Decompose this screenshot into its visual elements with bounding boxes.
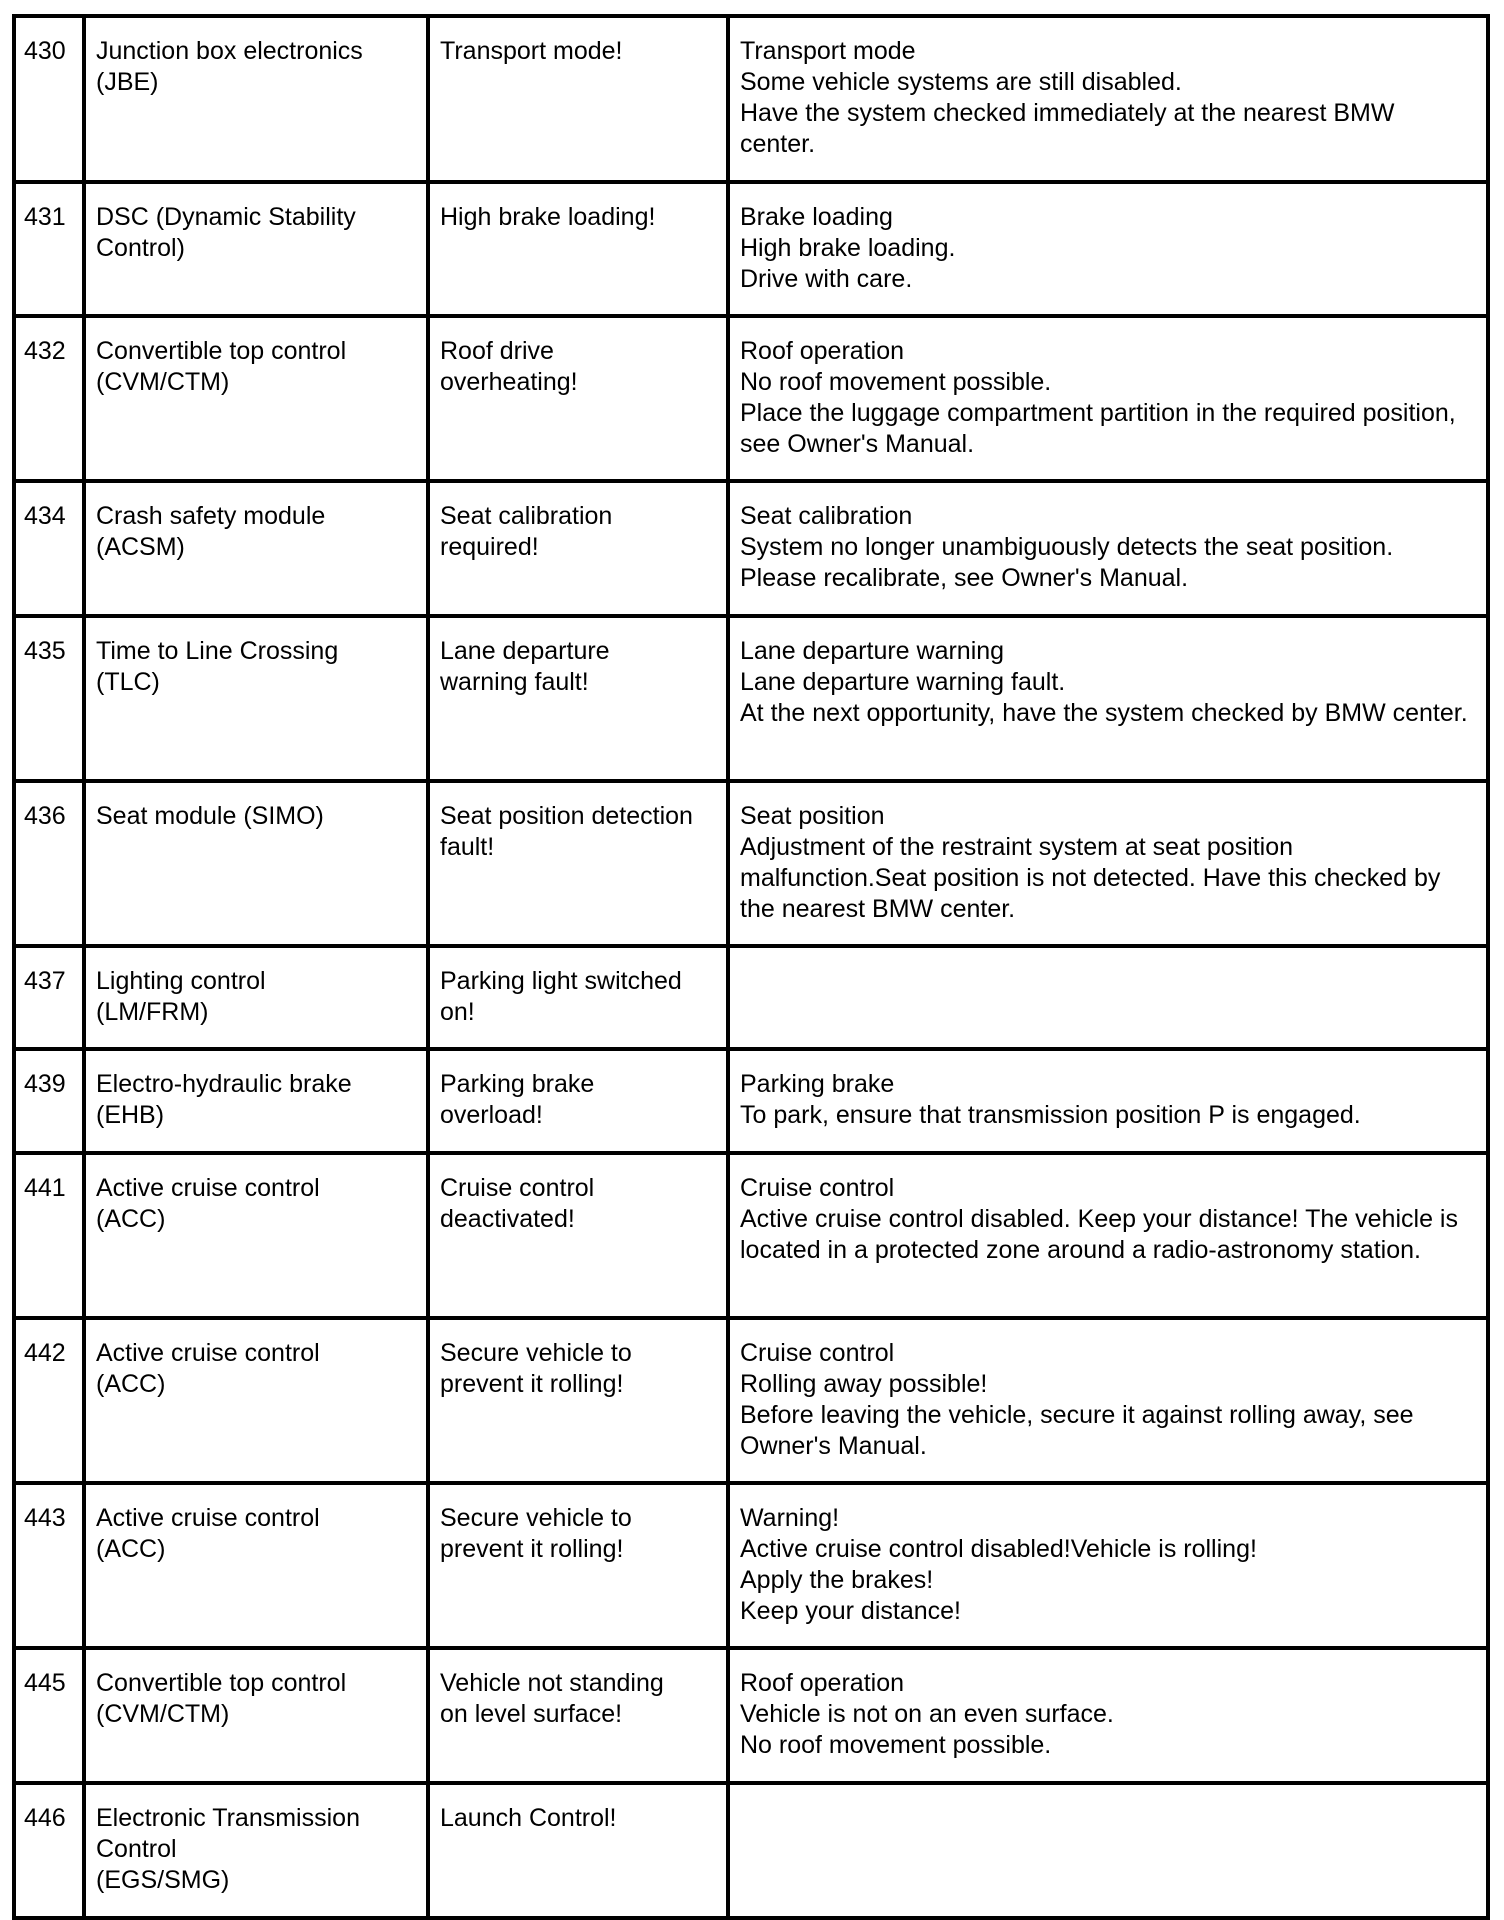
- table-row: [14, 1049, 1488, 1153]
- message-cell: Seat calibration required!: [428, 481, 728, 616]
- details-cell: Roof operation No roof movement possible. Place the luggage compartment partition in the required position, see Owner's Manual.: [728, 316, 1488, 481]
- cc-code-cell: 430: [14, 16, 84, 182]
- details-cell: Roof operation Vehicle is not on an even surface. No roof movement possible.: [728, 1648, 1488, 1783]
- details-cell: [728, 946, 1488, 1049]
- table-row: [14, 1153, 1488, 1318]
- cc-code-cell: 431: [14, 182, 84, 316]
- message-cell: Vehicle not standing on level surface!: [428, 1648, 728, 1783]
- table-row: [14, 1783, 1488, 1918]
- cc-code-cell: 439: [14, 1049, 84, 1153]
- details-cell: Seat calibration System no longer unambiguously detects the seat position. Please recalibrate, see Owner's Manual.: [728, 481, 1488, 616]
- message-cell: Parking brake overload!: [428, 1049, 728, 1153]
- message-cell: Cruise control deactivated!: [428, 1153, 728, 1318]
- table-row: [14, 16, 1488, 182]
- module-cell: Time to Line Crossing (TLC): [84, 616, 428, 781]
- table-row: [14, 616, 1488, 781]
- message-cell: Seat position detection fault!: [428, 781, 728, 946]
- table-row: [14, 481, 1488, 616]
- details-cell: Transport mode Some vehicle systems are still disabled. Have the system checked immediately at the nearest BMW center.: [728, 16, 1488, 182]
- table-body: [14, 16, 1488, 1918]
- message-cell: Secure vehicle to prevent it rolling!: [428, 1318, 728, 1483]
- cc-code-cell: 434: [14, 481, 84, 616]
- message-cell: Lane departure warning fault!: [428, 616, 728, 781]
- module-cell: Electro-hydraulic brake (EHB): [84, 1049, 428, 1153]
- message-cell: High brake loading!: [428, 182, 728, 316]
- details-cell: Warning! Active cruise control disabled!Vehicle is rolling! Apply the brakes! Keep your distance!: [728, 1483, 1488, 1648]
- details-cell: [728, 1783, 1488, 1918]
- cc-code-cell: 441: [14, 1153, 84, 1318]
- module-cell: Convertible top control (CVM/CTM): [84, 316, 428, 481]
- details-cell: Parking brake To park, ensure that transmission position P is engaged.: [728, 1049, 1488, 1153]
- module-cell: Crash safety module (ACSM): [84, 481, 428, 616]
- cc-code-cell: 446: [14, 1783, 84, 1918]
- message-cell: Launch Control!: [428, 1783, 728, 1918]
- cc-code-cell: 445: [14, 1648, 84, 1783]
- check-control-table-container: [12, 14, 1490, 1920]
- table-row: [14, 946, 1488, 1049]
- table-row: [14, 781, 1488, 946]
- table-row: [14, 1318, 1488, 1483]
- check-control-messages-table: [12, 14, 1490, 1920]
- table-row: [14, 1648, 1488, 1783]
- module-cell: Active cruise control (ACC): [84, 1318, 428, 1483]
- module-cell: DSC (Dynamic Stability Control): [84, 182, 428, 316]
- details-cell: Lane departure warning Lane departure warning fault. At the next opportunity, have the system checked by BMW center.: [728, 616, 1488, 781]
- details-cell: Cruise control Rolling away possible! Before leaving the vehicle, secure it against rolling away, see Owner's Manual.: [728, 1318, 1488, 1483]
- details-cell: Brake loading High brake loading. Drive with care.: [728, 182, 1488, 316]
- table-row: [14, 316, 1488, 481]
- cc-code-cell: 436: [14, 781, 84, 946]
- details-cell: Cruise control Active cruise control disabled. Keep your distance! The vehicle is located in a protected zone around a radio-astronomy station.: [728, 1153, 1488, 1318]
- table-row: [14, 182, 1488, 316]
- details-cell: Seat position Adjustment of the restraint system at seat position malfunction.Seat position is not detected. Have this checked by the nearest BMW center.: [728, 781, 1488, 946]
- cc-code-cell: 435: [14, 616, 84, 781]
- module-cell: Convertible top control (CVM/CTM): [84, 1648, 428, 1783]
- message-cell: Transport mode!: [428, 16, 728, 182]
- table-row: [14, 1483, 1488, 1648]
- cc-code-cell: 432: [14, 316, 84, 481]
- cc-code-cell: 437: [14, 946, 84, 1049]
- cc-code-cell: 443: [14, 1483, 84, 1648]
- module-cell: Active cruise control (ACC): [84, 1483, 428, 1648]
- module-cell: Electronic Transmission Control (EGS/SMG): [84, 1783, 428, 1918]
- module-cell: Active cruise control (ACC): [84, 1153, 428, 1318]
- module-cell: Seat module (SIMO): [84, 781, 428, 946]
- message-cell: Roof drive overheating!: [428, 316, 728, 481]
- message-cell: Secure vehicle to prevent it rolling!: [428, 1483, 728, 1648]
- message-cell: Parking light switched on!: [428, 946, 728, 1049]
- module-cell: Junction box electronics (JBE): [84, 16, 428, 182]
- cc-code-cell: 442: [14, 1318, 84, 1483]
- module-cell: Lighting control (LM/FRM): [84, 946, 428, 1049]
